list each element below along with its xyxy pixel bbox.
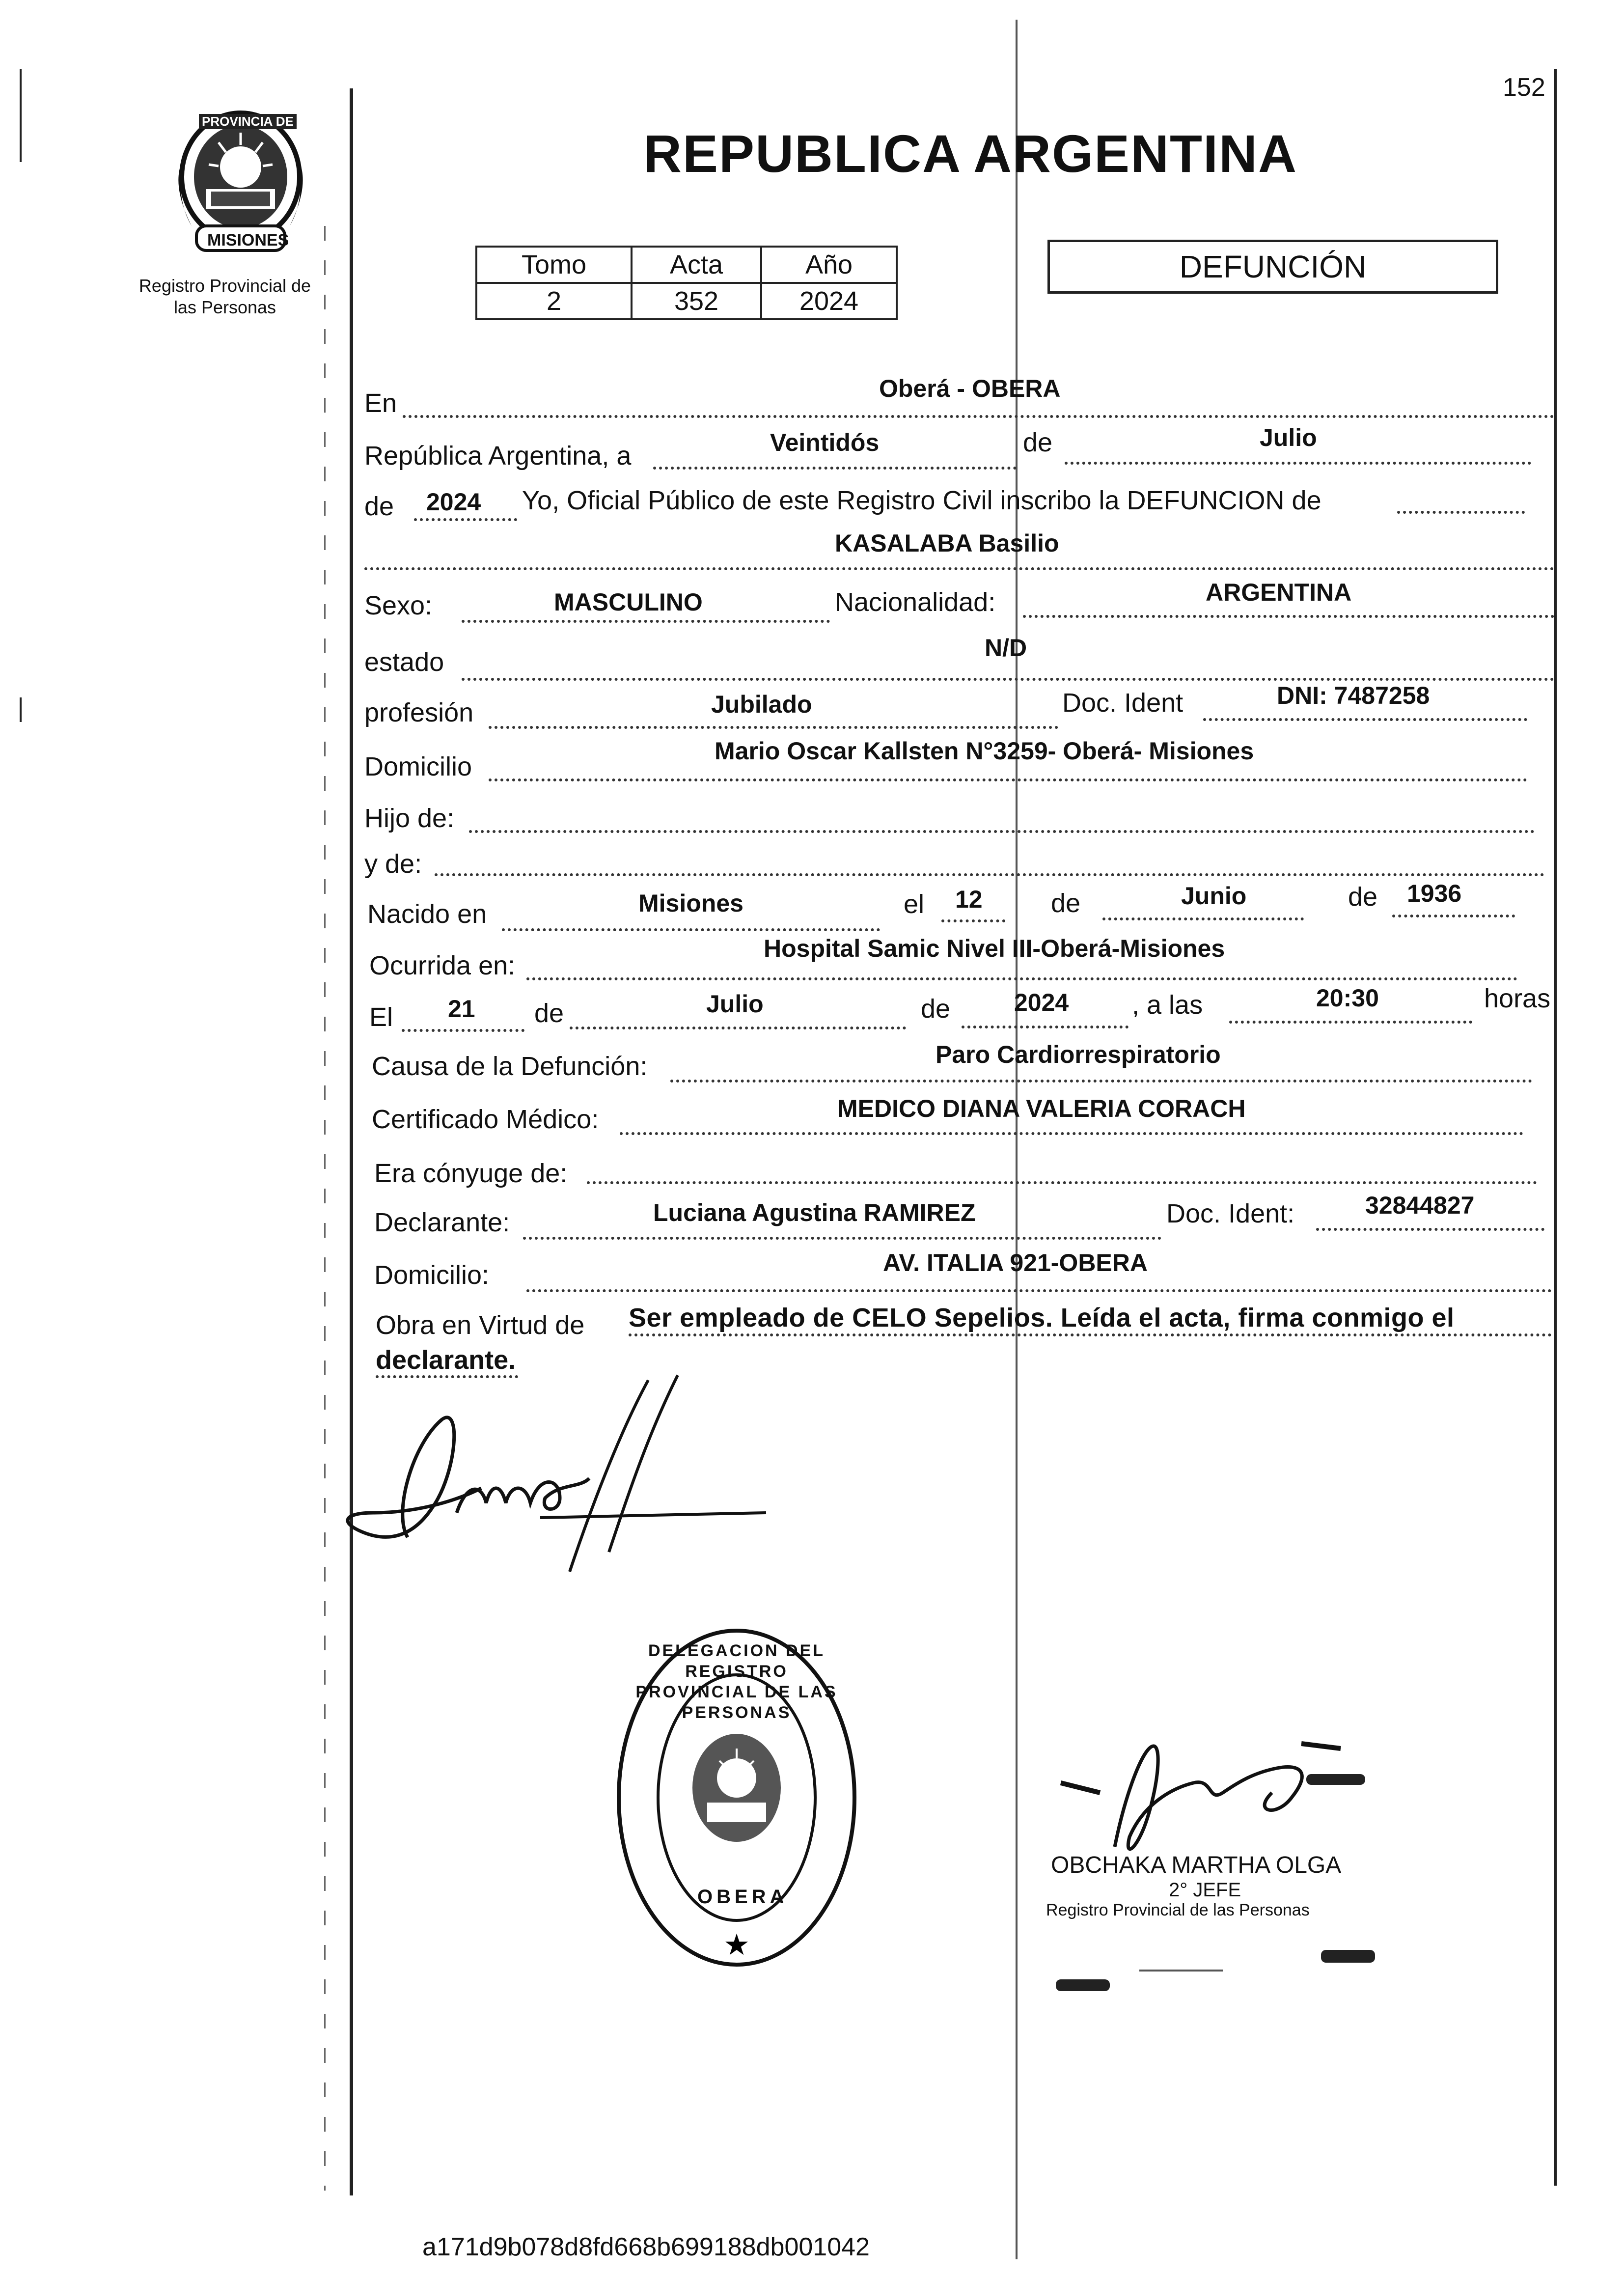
nacido-label: Nacido en xyxy=(367,899,487,929)
el-cap-label: El xyxy=(369,1002,393,1032)
deceased-name: KASALABA Basilio xyxy=(835,529,1059,557)
republica-label: República Argentina, a xyxy=(364,441,632,471)
hijo-line xyxy=(469,830,1535,833)
year-line xyxy=(414,518,517,521)
profesion-line xyxy=(489,726,1058,729)
anio-header: Año xyxy=(761,247,897,283)
seal-city: OBERA xyxy=(697,1886,788,1908)
doc-ident-line xyxy=(1203,718,1527,721)
causa-value: Paro Cardiorrespiratorio xyxy=(936,1041,1221,1068)
en-line xyxy=(403,415,1554,418)
conyuge-line xyxy=(587,1181,1537,1184)
decl-dom-line xyxy=(526,1289,1552,1292)
declarante-line xyxy=(523,1237,1161,1240)
decl-doc-line xyxy=(1316,1228,1544,1231)
nac-mes-value: Junio xyxy=(1181,882,1247,910)
ocurrida-value: Hospital Samic Nivel III-Oberá-Misiones xyxy=(764,935,1225,962)
estado-label: estado xyxy=(364,647,444,677)
obra-label: Obra en Virtud de xyxy=(376,1310,585,1340)
profesion-label: profesión xyxy=(364,698,474,727)
conyuge-label: Era cónyuge de: xyxy=(374,1159,568,1188)
def-mes-line xyxy=(570,1027,906,1029)
nacionalidad-label: Nacionalidad: xyxy=(835,587,996,617)
sexo-value: MASCULINO xyxy=(554,588,703,616)
profesion-value: Jubilado xyxy=(711,691,812,718)
sexo-line xyxy=(462,620,830,623)
def-anio-value: 2024 xyxy=(1014,989,1069,1016)
official-name: OBCHAKA MARTHA OLGA xyxy=(1051,1852,1342,1878)
agency-label xyxy=(122,275,328,318)
far-left-rule-mark xyxy=(20,697,22,722)
year-value: 2024 xyxy=(426,488,481,516)
nacido-lugar-value: Misiones xyxy=(638,889,743,917)
def-dia-value: 21 xyxy=(448,995,475,1023)
decl-dom-label: Domicilio: xyxy=(374,1260,490,1290)
month-line xyxy=(1065,462,1531,465)
declarante-value: Luciana Agustina RAMIREZ xyxy=(653,1199,976,1226)
de-label-4: de xyxy=(1348,882,1378,912)
agency-line-1: Registro Provincial de xyxy=(138,276,311,296)
def-dia-line xyxy=(402,1029,524,1032)
emblem-bottom-text: MISIONES xyxy=(207,231,289,250)
yde-label: y de: xyxy=(364,849,422,879)
official-role: 2° JEFE xyxy=(1169,1879,1241,1901)
obra-line xyxy=(629,1333,1552,1336)
page-number: 152 xyxy=(1503,73,1545,102)
decl-doc-value: 32844827 xyxy=(1365,1192,1475,1219)
de-label-5: de xyxy=(534,999,564,1028)
de-label-1: de xyxy=(1023,428,1053,457)
causa-label: Causa de la Defunción: xyxy=(372,1052,648,1081)
certificado-line xyxy=(620,1132,1523,1135)
acta-header: Acta xyxy=(632,247,761,283)
en-label: En xyxy=(364,389,397,418)
nacionalidad-value: ARGENTINA xyxy=(1206,579,1352,606)
def-mes-value: Julio xyxy=(706,990,764,1018)
estado-line xyxy=(462,678,1554,681)
left-dashed-rule xyxy=(324,226,326,2191)
obra-text-2: declarante. xyxy=(376,1345,516,1375)
certificado-value: MEDICO DIANA VALERIA CORACH xyxy=(837,1095,1246,1122)
def-anio-line xyxy=(962,1026,1129,1028)
tomo-value: 2 xyxy=(476,283,632,319)
acta-value: 352 xyxy=(632,283,761,319)
far-left-rule xyxy=(20,69,22,162)
hora-line xyxy=(1229,1021,1472,1024)
right-margin-rule xyxy=(1554,69,1557,2186)
stamp-smudge-2 xyxy=(1321,1950,1375,1963)
nacionalidad-line xyxy=(1023,615,1554,618)
anio-value: 2024 xyxy=(761,283,897,319)
nac-dia-line xyxy=(941,919,1005,922)
doc-ident-value: DNI: 7487258 xyxy=(1277,682,1430,709)
oficial-text: Yo, Oficial Público de este Registro Civil inscribo la DEFUNCION de xyxy=(522,486,1321,515)
decl-dom-value: AV. ITALIA 921-OBERA xyxy=(883,1249,1148,1277)
hora-value: 20:30 xyxy=(1316,984,1379,1012)
domicilio-value: Mario Oscar Kallsten N°3259- Oberá- Misiones xyxy=(715,737,1254,765)
seal-ring-text: DELEGACION DEL REGISTRO PROVINCIAL DE LAS PERSONAS xyxy=(635,1641,838,1722)
domicilio-line xyxy=(489,778,1527,781)
nac-dia-value: 12 xyxy=(955,886,983,913)
name-line xyxy=(364,567,1554,570)
estado-value: N/D xyxy=(985,634,1027,662)
horas-label: horas xyxy=(1484,984,1551,1013)
svg-text:★: ★ xyxy=(723,1928,750,1962)
document-type-box: DEFUNCIÓN xyxy=(1047,240,1498,294)
document-hash: a171d9b078d8fd668b699188db001042 xyxy=(422,2233,870,2261)
de-label-6: de xyxy=(921,994,951,1024)
register-header-row xyxy=(476,247,897,283)
nac-anio-value: 1936 xyxy=(1407,880,1462,907)
hijo-label: Hijo de: xyxy=(364,804,455,833)
day-words-value: Veintidós xyxy=(770,429,880,456)
official-office: Registro Provincial de las Personas xyxy=(1046,1901,1310,1919)
doc-ident-label: Doc. Ident xyxy=(1062,688,1184,718)
yde-line xyxy=(435,873,1544,876)
month-value: Julio xyxy=(1260,424,1317,451)
certificado-label: Certificado Médico: xyxy=(372,1105,599,1134)
nac-anio-line xyxy=(1392,915,1515,917)
tomo-header: Tomo xyxy=(476,247,632,283)
emblem-top-text: PROVINCIA DE xyxy=(199,114,297,129)
agency-line-2: las Personas xyxy=(173,297,276,317)
declarante-label: Declarante: xyxy=(374,1208,510,1237)
a-las-label: , a las xyxy=(1132,990,1203,1020)
domicilio-label: Domicilio xyxy=(364,752,472,781)
decl-doc-label: Doc. Ident: xyxy=(1166,1199,1295,1228)
nac-mes-line xyxy=(1102,917,1304,920)
oficial-line xyxy=(1397,511,1525,514)
causa-line xyxy=(670,1080,1532,1083)
stamp-smudge-1 xyxy=(1306,1774,1365,1785)
declarant-signature xyxy=(334,1365,805,1601)
nacido-line xyxy=(502,928,880,931)
sexo-label: Sexo: xyxy=(364,591,433,620)
de-label-3: de xyxy=(1051,889,1081,918)
country-title: REPUBLICA ARGENTINA xyxy=(643,124,1297,183)
ocurrida-label: Ocurrida en: xyxy=(369,951,516,980)
place-value: Oberá - OBERA xyxy=(879,375,1061,402)
center-fold-line xyxy=(1016,20,1018,2259)
register-value-row xyxy=(476,283,897,319)
ocurrida-line xyxy=(526,977,1517,980)
stamp-line xyxy=(1139,1970,1223,1972)
day-line xyxy=(653,467,1017,470)
obra-text: Ser empleado de CELO Sepelios. Leída el acta, firma conmigo el xyxy=(629,1303,1455,1333)
register-table xyxy=(475,246,898,320)
de-label-2: de xyxy=(364,492,394,521)
el-label: el xyxy=(904,889,925,919)
stamp-smudge-3 xyxy=(1056,1979,1110,1991)
left-margin-rule xyxy=(350,88,353,2195)
